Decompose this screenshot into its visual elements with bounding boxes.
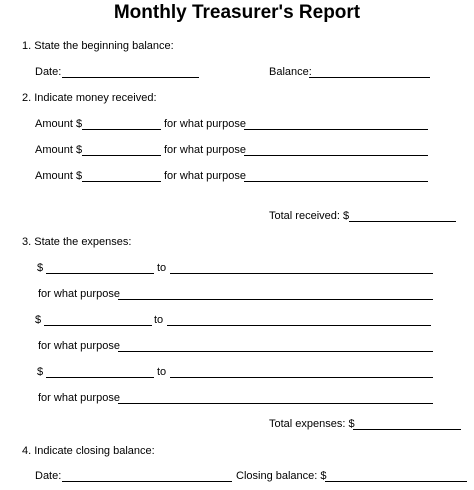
expense-payee-field[interactable]: [167, 325, 431, 326]
closing-balance-field[interactable]: [325, 481, 467, 482]
received-amount-label: Amount $: [35, 170, 83, 182]
section-3-heading: 3. State the expenses:: [22, 236, 132, 248]
section-4-heading: 4. Indicate closing balance:: [22, 445, 155, 457]
expense-purpose-label: for what purpose: [38, 392, 120, 404]
expense-purpose-field[interactable]: [118, 299, 433, 300]
expense-purpose-field[interactable]: [118, 403, 433, 404]
expense-to-label: to: [157, 366, 167, 378]
total-received-field[interactable]: [349, 221, 456, 222]
expense-amount-field[interactable]: [46, 273, 154, 274]
page-title: Monthly Treasurer's Report: [113, 2, 361, 23]
beginning-date-label: Date:: [35, 66, 62, 78]
expense-amount-field[interactable]: [44, 325, 152, 326]
total-expenses-field[interactable]: [353, 429, 461, 430]
received-purpose-field[interactable]: [244, 129, 428, 130]
expense-payee-field[interactable]: [170, 273, 433, 274]
expense-to-label: to: [154, 314, 164, 326]
expense-dollar-label: $: [35, 314, 42, 326]
received-purpose-label: for what purpose: [164, 170, 246, 182]
received-purpose-field[interactable]: [244, 155, 428, 156]
beginning-date-field[interactable]: [62, 77, 199, 78]
section-1-heading: 1. State the beginning balance:: [22, 40, 174, 52]
beginning-balance-label: Balance:: [269, 66, 312, 78]
received-purpose-label: for what purpose: [164, 144, 246, 156]
expense-amount-field[interactable]: [46, 377, 154, 378]
closing-date-field[interactable]: [62, 481, 232, 482]
expense-purpose-label: for what purpose: [38, 288, 120, 300]
expense-payee-field[interactable]: [170, 377, 433, 378]
received-amount-field[interactable]: [82, 181, 161, 182]
received-amount-label: Amount $: [35, 118, 83, 130]
expense-to-label: to: [157, 262, 167, 274]
expense-purpose-field[interactable]: [118, 351, 433, 352]
received-purpose-field[interactable]: [244, 181, 428, 182]
received-purpose-label: for what purpose: [164, 118, 246, 130]
beginning-balance-field[interactable]: [309, 77, 430, 78]
closing-balance-label: Closing balance: $: [236, 470, 327, 482]
received-amount-field[interactable]: [82, 155, 161, 156]
expense-dollar-label: $: [37, 262, 44, 274]
received-amount-field[interactable]: [82, 129, 161, 130]
total-expenses-label: Total expenses: $: [269, 418, 355, 430]
closing-date-label: Date:: [35, 470, 62, 482]
total-received-label: Total received: $: [269, 210, 350, 222]
received-amount-label: Amount $: [35, 144, 83, 156]
section-2-heading: 2. Indicate money received:: [22, 92, 157, 104]
expense-purpose-label: for what purpose: [38, 340, 120, 352]
expense-dollar-label: $: [37, 366, 44, 378]
